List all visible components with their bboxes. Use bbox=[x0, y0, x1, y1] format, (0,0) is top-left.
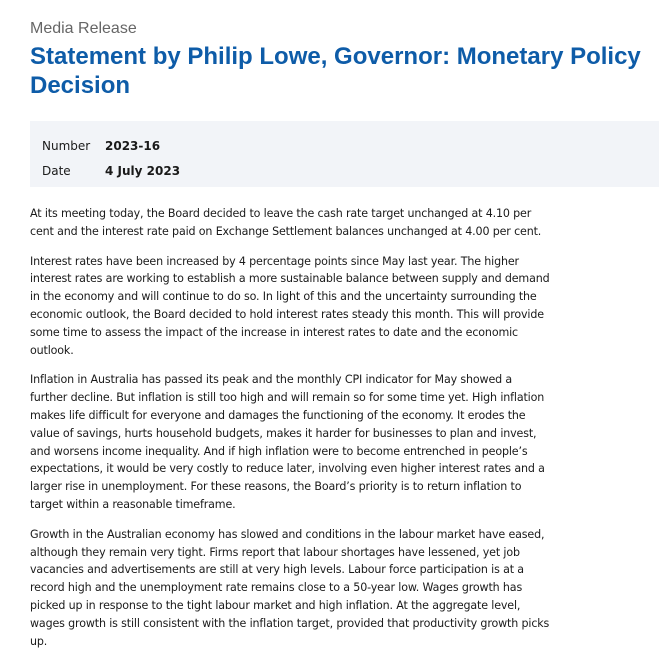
page-title: Statement by Philip Lowe, Governor: Monetary Policy Decision bbox=[30, 43, 641, 99]
metadata-row-number bbox=[42, 133, 659, 158]
date-label: Date bbox=[42, 163, 71, 178]
statement-body bbox=[30, 205, 552, 650]
paragraph-cash-rate: At its meeting today, the Board decided to leave the cash rate target unchanged at 4.10 per cent and the interest rate paid on Exchange Settlement balances unchanged at 4.00 per cent. bbox=[30, 207, 542, 238]
number-label: Number bbox=[42, 138, 91, 153]
date-value: 4 July 2023 bbox=[105, 163, 181, 178]
metadata-row-date bbox=[42, 158, 659, 183]
release-metadata-box bbox=[30, 121, 659, 187]
paragraph-interest-rates: Interest rates have been increased by 4 percentage points since May last year. The higher interest rates are working to establish a more sustainable balance between supply and demand in the economy and will continue to do so. In light of this and the uncertainty surrounding the economic outlook, the Board decided to hold interest rates steady this month. This will provide some time to assess the impact of the increase in interest rates to date and the economic outlook. bbox=[30, 254, 550, 357]
paragraph-inflation: Inflation in Australia has passed its peak and the monthly CPI indicator for May showed a further decline. But inflation is still too high and will remain so for some time yet. High inflation makes life difficult for everyone and damages the functioning of the economy. It erodes the value of savings, hurts household budgets, makes it harder for businesses to plan and invest, and worsens income inequality. And if high inflation were to become entrenched in people’s expectations, it would be very costly to reduce later, involving even higher interest rates and a larger rise in unemployment. For these reasons, the Board’s priority is to return inflation to target within a reasonable timeframe. bbox=[30, 373, 545, 511]
number-value: 2023-16 bbox=[105, 138, 161, 153]
paragraph-growth: Growth in the Australian economy has slowed and conditions in the labour market have eased, although they remain very tight. Firms report that labour shortages have lessened, yet job vacancies and advertisements are still at very high levels. Labour force participation is at a record high and the unemployment rate remains close to a 50-year low. Wages growth has picked up in response to the tight labour market and high inflation. At the aggregate level, wages growth is still consistent with the inflation target, provided that productivity growth picks up. bbox=[30, 527, 550, 648]
media-release-kicker: Media Release bbox=[30, 20, 137, 37]
